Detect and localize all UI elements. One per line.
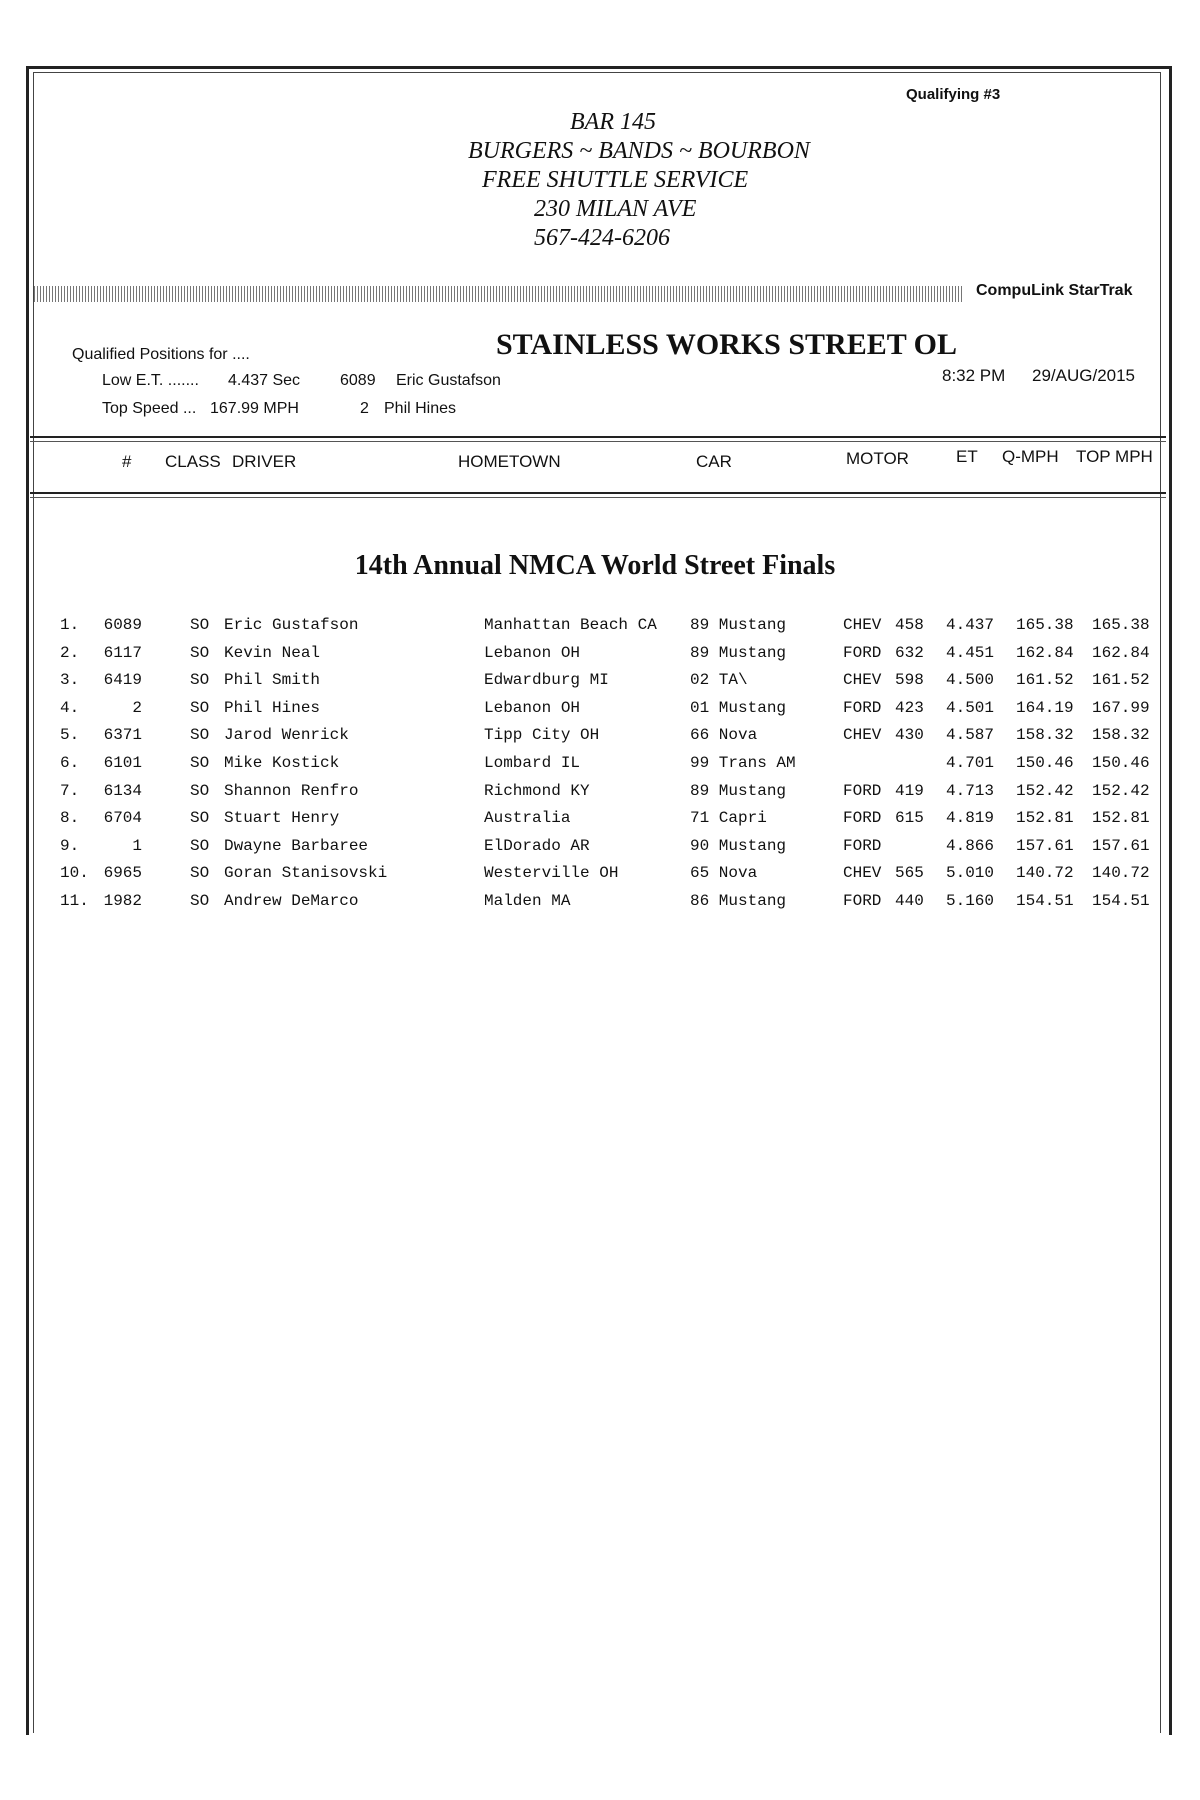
cell-top: 152.42 <box>1092 781 1150 800</box>
cell-et: 5.010 <box>946 864 995 883</box>
cell-driver: Eric Gustafson <box>224 616 359 634</box>
table-row <box>0 809 1190 836</box>
cell-qmph: 161.52 <box>1016 671 1074 690</box>
cell-class: SO <box>190 781 210 800</box>
cell-car: 89 Mustang <box>690 616 787 634</box>
column-header-top-mph: TOP MPH <box>1076 447 1153 466</box>
header-rule-top <box>30 436 1166 438</box>
cell-car: 71 Capri <box>690 809 767 828</box>
cell-num: 6134 <box>103 781 142 800</box>
cell-et: 4.701 <box>946 754 995 772</box>
cell-qmph: 158.32 <box>1016 726 1074 745</box>
cell-top: 154.51 <box>1092 892 1150 910</box>
cell-car: 86 Mustang <box>690 892 787 910</box>
table-row <box>0 782 1190 809</box>
top-speed-value: 167.99 MPH <box>210 400 299 417</box>
cell-driver: Jarod Wenrick <box>224 726 349 745</box>
column-header-driver: DRIVER <box>232 452 297 471</box>
column-header-car: CAR <box>696 452 732 471</box>
sponsor-line: BURGERS ~ BANDS ~ BOURBON <box>468 138 810 164</box>
cell-qmph: 152.42 <box>1016 781 1074 800</box>
cell-disp: 419 <box>895 781 924 800</box>
table-row <box>0 616 1190 643</box>
column-header-qmph: Q-MPH <box>1002 447 1059 466</box>
cell-disp: 565 <box>895 864 924 883</box>
cell-driver: Goran Stanisovski <box>224 864 388 883</box>
cell-qmph: 157.61 <box>1016 836 1074 855</box>
cell-qmph: 150.46 <box>1016 754 1074 772</box>
column-header-et: ET <box>956 447 978 466</box>
cell-pos: 11. <box>60 892 89 910</box>
cell-pos: 2. <box>60 643 80 662</box>
cell-et: 4.713 <box>946 781 995 800</box>
low-et-driver: Eric Gustafson <box>396 372 501 389</box>
cell-class: SO <box>190 836 210 855</box>
table-row <box>0 671 1190 698</box>
cell-class: SO <box>190 864 210 883</box>
cell-et: 4.587 <box>946 726 995 745</box>
column-header-num: # <box>122 452 132 471</box>
cell-car: 89 Mustang <box>690 643 787 662</box>
cell-class: SO <box>190 726 210 745</box>
cell-make: CHEV <box>843 726 882 745</box>
header-rule-bottom-thin <box>30 497 1166 498</box>
cell-car: 01 Mustang <box>690 698 787 717</box>
top-speed-driver: Phil Hines <box>384 400 457 417</box>
cell-num: 1982 <box>103 892 142 910</box>
report-date: 29/AUG/2015 <box>1032 366 1136 385</box>
cell-class: SO <box>190 643 210 662</box>
cell-home: Lebanon OH <box>484 643 581 662</box>
cell-disp: 423 <box>895 698 924 717</box>
cell-class: SO <box>190 616 210 634</box>
cell-class: SO <box>190 698 210 717</box>
cell-make: FORD <box>843 809 882 828</box>
cell-et: 4.501 <box>946 698 995 717</box>
qualifying-label: Qualifying #3 <box>906 86 1001 103</box>
low-et-number: 6089 <box>340 372 376 389</box>
cell-home: Malden MA <box>484 892 571 910</box>
cell-home: Lombard IL <box>484 754 581 772</box>
cell-class: SO <box>190 892 210 910</box>
table-row <box>0 864 1190 891</box>
cell-top: 162.84 <box>1092 643 1150 662</box>
cell-top: 152.81 <box>1092 809 1150 828</box>
cell-et: 5.160 <box>946 892 995 910</box>
cell-top: 158.32 <box>1092 726 1150 745</box>
cell-driver: Andrew DeMarco <box>224 892 359 910</box>
event-title: STAINLESS WORKS STREET OL <box>496 328 958 361</box>
cell-class: SO <box>190 809 210 828</box>
cell-qmph: 140.72 <box>1016 864 1074 883</box>
sponsor-line: 567-424-6206 <box>534 225 670 251</box>
cell-make: FORD <box>843 781 882 800</box>
cell-top: 150.46 <box>1092 754 1150 772</box>
cell-make: FORD <box>843 892 882 910</box>
table-row <box>0 644 1190 671</box>
cell-pos: 6. <box>60 754 80 772</box>
top-speed-number: 2 <box>360 400 369 417</box>
header-rule-top-thin <box>30 441 1166 442</box>
header-rule-bottom <box>30 492 1166 494</box>
dotted-separator <box>34 286 964 302</box>
cell-disp: 458 <box>895 616 924 634</box>
cell-make: CHEV <box>843 671 882 690</box>
cell-home: Australia <box>484 809 571 828</box>
cell-home: Lebanon OH <box>484 698 581 717</box>
cell-driver: Phil Smith <box>224 671 321 690</box>
cell-qmph: 165.38 <box>1016 616 1074 634</box>
table-row <box>0 726 1190 753</box>
cell-num: 6101 <box>103 754 142 772</box>
cell-pos: 9. <box>60 836 80 855</box>
cell-car: 90 Mustang <box>690 836 787 855</box>
cell-top: 140.72 <box>1092 864 1150 883</box>
cell-pos: 4. <box>60 698 80 717</box>
cell-disp: 632 <box>895 643 924 662</box>
cell-home: Edwardburg MI <box>484 671 609 690</box>
cell-driver: Kevin Neal <box>224 643 321 662</box>
column-header-motor: MOTOR <box>846 449 909 468</box>
cell-make: CHEV <box>843 864 882 883</box>
cell-num: 6117 <box>103 643 142 662</box>
cell-home: ElDorado AR <box>484 836 590 855</box>
cell-driver: Phil Hines <box>224 698 321 717</box>
cell-make: FORD <box>843 643 882 662</box>
cell-et: 4.500 <box>946 671 995 690</box>
cell-home: Westerville OH <box>484 864 619 883</box>
cell-car: 89 Mustang <box>690 781 787 800</box>
table-row <box>0 699 1190 726</box>
cell-home: Manhattan Beach CA <box>484 616 657 634</box>
sponsor-line: 230 MILAN AVE <box>534 196 697 222</box>
qualified-positions-label: Qualified Positions for .... <box>72 346 250 363</box>
cell-class: SO <box>190 754 210 772</box>
cell-num: 2 <box>132 698 142 717</box>
cell-driver: Stuart Henry <box>224 809 340 828</box>
cell-pos: 8. <box>60 809 80 828</box>
cell-disp: 430 <box>895 726 924 745</box>
column-header-class: CLASS <box>165 452 221 471</box>
cell-driver: Mike Kostick <box>224 754 340 772</box>
cell-num: 6419 <box>103 671 142 690</box>
cell-et: 4.819 <box>946 809 995 828</box>
cell-disp: 598 <box>895 671 924 690</box>
cell-car: 66 Nova <box>690 726 758 745</box>
cell-qmph: 164.19 <box>1016 698 1074 717</box>
cell-pos: 3. <box>60 671 80 690</box>
cell-pos: 5. <box>60 726 80 745</box>
cell-make: FORD <box>843 698 882 717</box>
cell-et: 4.866 <box>946 836 995 855</box>
cell-driver: Dwayne Barbaree <box>224 836 369 855</box>
low-et-label: Low E.T. ....... <box>102 372 199 389</box>
low-et-value: 4.437 Sec <box>228 372 301 389</box>
column-header-hometown: HOMETOWN <box>458 452 561 471</box>
cell-qmph: 152.81 <box>1016 809 1074 828</box>
cell-driver: Shannon Renfro <box>224 781 359 800</box>
sponsor-line: FREE SHUTTLE SERVICE <box>482 167 749 193</box>
cell-num: 6371 <box>103 726 142 745</box>
cell-car: 65 Nova <box>690 864 758 883</box>
cell-pos: 10. <box>60 864 89 883</box>
table-row <box>0 754 1190 781</box>
sponsor-block <box>430 108 850 253</box>
event-subtitle: 14th Annual NMCA World Street Finals <box>354 550 836 581</box>
cell-home: Tipp City OH <box>484 726 600 745</box>
cell-num: 1 <box>132 836 142 855</box>
cell-num: 6089 <box>103 616 142 634</box>
cell-car: 02 TA\ <box>690 671 748 690</box>
cell-pos: 1. <box>60 616 80 634</box>
cell-et: 4.451 <box>946 643 995 662</box>
cell-class: SO <box>190 671 210 690</box>
cell-home: Richmond KY <box>484 781 590 800</box>
cell-num: 6965 <box>103 864 142 883</box>
cell-make: FORD <box>843 836 882 855</box>
cell-qmph: 154.51 <box>1016 892 1074 910</box>
report-time: 8:32 PM <box>942 366 1006 385</box>
table-row <box>0 892 1190 919</box>
cell-make: CHEV <box>843 616 882 634</box>
sponsor-line: BAR 145 <box>570 109 656 135</box>
top-speed-label: Top Speed ... <box>102 400 197 417</box>
cell-pos: 7. <box>60 781 80 800</box>
table-row <box>0 837 1190 864</box>
cell-disp: 440 <box>895 892 924 910</box>
cell-num: 6704 <box>103 809 142 828</box>
cell-top: 161.52 <box>1092 671 1150 690</box>
cell-top: 157.61 <box>1092 836 1150 855</box>
cell-top: 165.38 <box>1092 616 1150 634</box>
cell-top: 167.99 <box>1092 698 1150 717</box>
cell-disp: 615 <box>895 809 924 828</box>
vendor-label: CompuLink StarTrak <box>976 282 1133 299</box>
cell-qmph: 162.84 <box>1016 643 1074 662</box>
cell-et: 4.437 <box>946 616 995 634</box>
cell-car: 99 Trans AM <box>690 754 796 772</box>
